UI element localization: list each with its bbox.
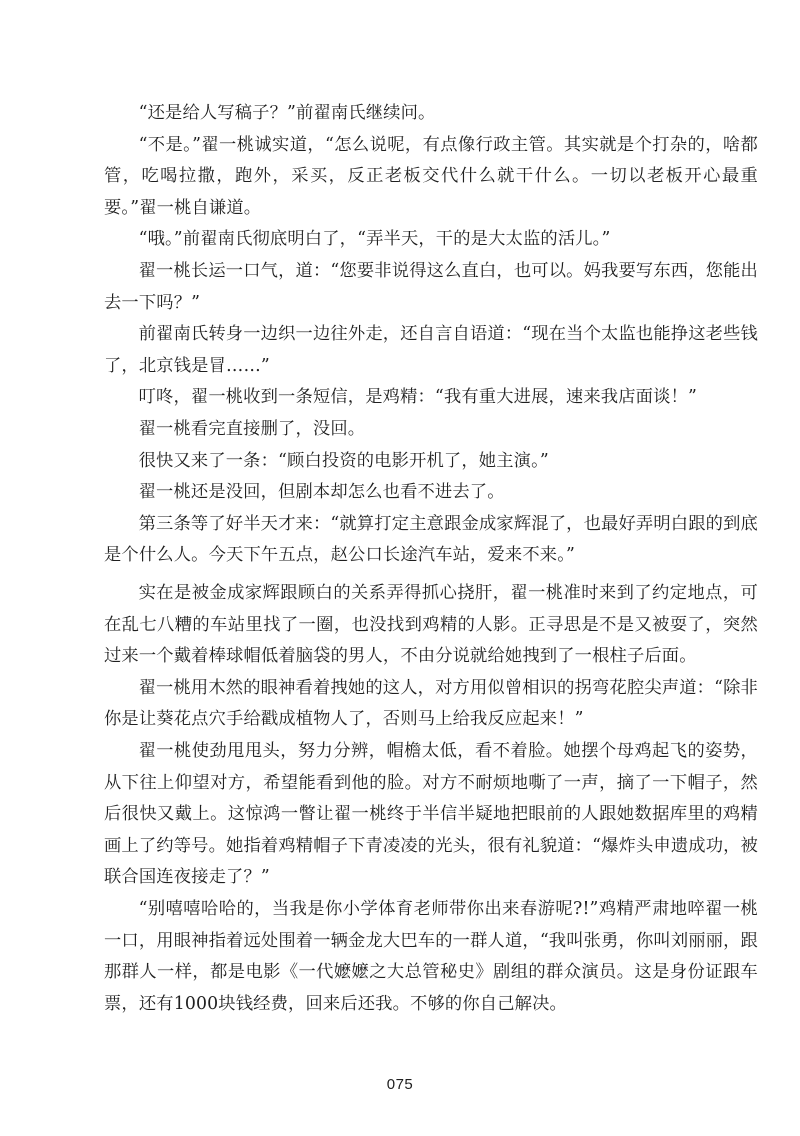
paragraph: 翟一桃长运一口气，道：“您要非说得这么直白，也可以。妈我要写东西，您能出去一下吗？” (104, 260, 758, 313)
paragraph: 第三条等了好半天才来：“就算打定主意跟金成家辉混了，也最好弄明白跟的到底是个什么人。今天下午五点，赵公口长途汽车站，爱来不来。” (104, 513, 758, 566)
paragraph: “别嘻嘻哈哈的，当我是你小学体育老师带你出来春游呢?!”鸡精严肃地啐翟一桃一口，用眼神指着远处围着一辆金龙大巴车的一群人道，“我叫张勇，你叫刘丽丽，跟那群人一样，都是电影《一代嬷嬷之大总管秘史》剧组的群众演员。这是身份证跟车票，还有1000块钱经费，回来后还我。不够的你自己解决。 (104, 898, 758, 1014)
paragraph: “不是。”翟一桃诚实道，“怎么说呢，有点像行政主管。其实就是个打杂的，啥都管，吃喝拉撒，跑外，采买，反正老板交代什么就干什么。一切以老板开心最重要。”翟一桃自谦道。 (104, 134, 758, 218)
paragraph: 很快又来了一条：“顾白投资的电影开机了，她主演。” (138, 450, 549, 471)
text-section-1 (104, 98, 758, 572)
paragraph: “哦。”前翟南氏彻底明白了，“弄半天，干的是大太监的活儿。” (138, 229, 611, 250)
page-number: 075 (386, 1076, 414, 1093)
paragraph: 翟一桃还是没回，但剧本却怎么也看不进去了。 (138, 482, 505, 503)
paragraph: 翟一桃使劲甩甩头，努力分辨，帽檐太低，看不着脸。她摆个母鸡起飞的姿势，从下往上仰望对方，希望能看到他的脸。对方不耐烦地嘶了一声，摘了一下帽子，然后很快又戴上。这惊鸿一瞥让翟一桃终于半信半疑地把眼前的人跟她数据库里的鸡精画上了约等号。她指着鸡精帽子下青凌凌的光头，很有礼貌道：“爆炸头申遗成功，被联合国连夜接走了？” (104, 740, 758, 888)
paragraph: “还是给人写稿子？”前翟南氏继续问。 (138, 103, 436, 123)
paragraph: 翟一桃用木然的眼神看着拽她的这人，对方用似曾相识的拐弯花腔尖声道：“除非你是让葵花点穴手给戳成植物人了，否则马上给我反应起来！” (104, 677, 758, 730)
paragraph: 实在是被金成家辉跟顾白的关系弄得抓心挠肝，翟一桃准时来到了约定地点，可在乱七八糟的车站里找了一圈，也没找到鸡精的人影。正寻思是不是又被耍了，突然过来一个戴着棒球帽低着脑袋的男人，不由分说就给她拽到了一根柱子后面。 (104, 583, 758, 667)
paragraph: 前翟南氏转身一边织一边往外走，还自言自语道：“现在当个太监也能挣这老些钱了，北京钱是冒……” (104, 324, 758, 376)
paragraph: 翟一桃看完直接删了，没回。 (138, 418, 366, 439)
text-section-2 (104, 578, 758, 1020)
paragraph: 叮咚，翟一桃收到一条短信，是鸡精：“我有重大进展，速来我店面谈！” (138, 387, 697, 408)
